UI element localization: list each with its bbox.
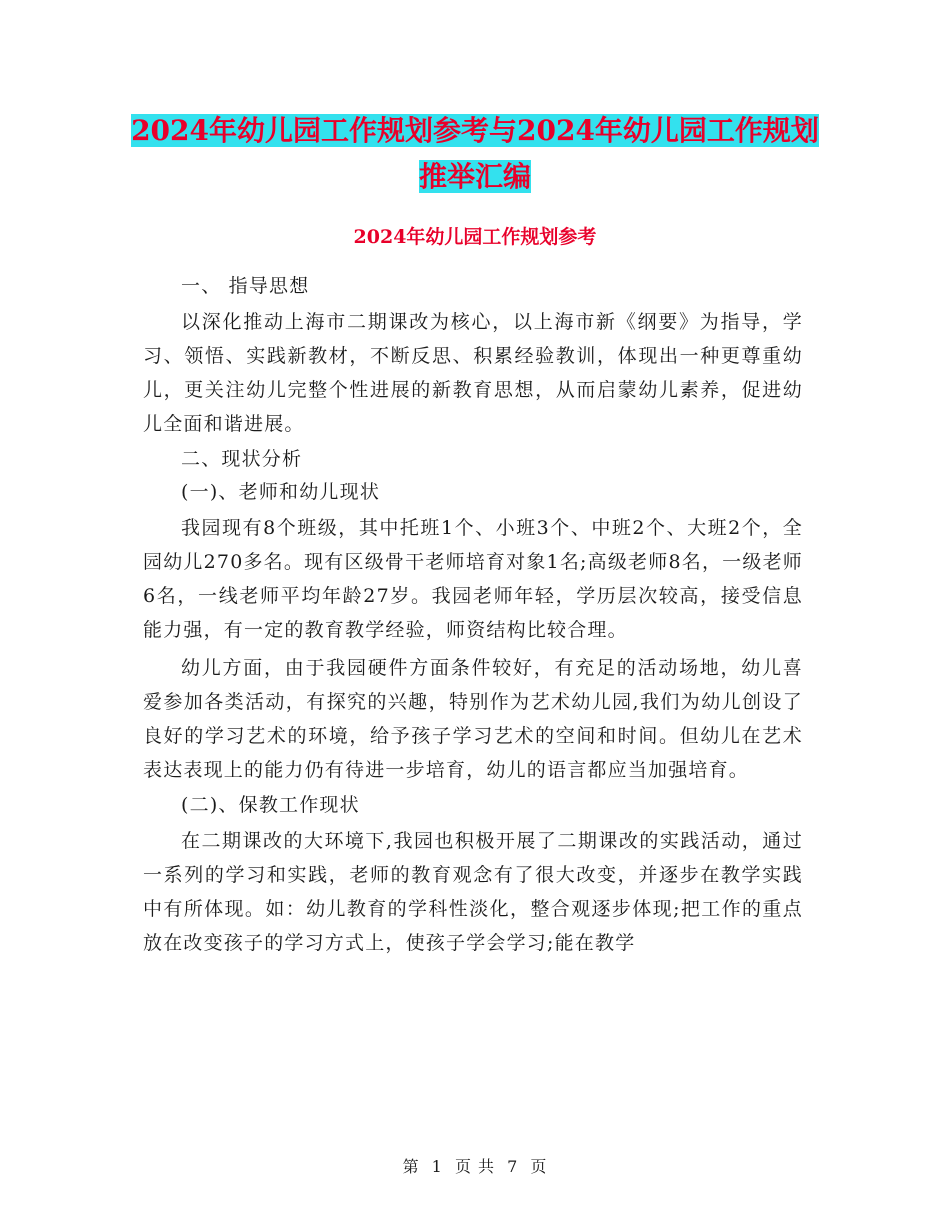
paragraph: 以深化推动上海市二期课改为核心，以上海市新《纲要》为指导，学习、领悟、实践新教材，不断反思、积累经验教训，体现出一种更尊重幼儿，更关注幼儿完整个性进展的新教育思想，从而启蒙幼儿素养，促进幼儿全面和谐进展。 (143, 311, 803, 435)
footer-middle: 页 共 (454, 1157, 496, 1176)
footer-prefix: 第 (402, 1157, 420, 1176)
document-title (120, 108, 830, 200)
document-title-line2: 推举汇编 (418, 160, 531, 193)
document-title-line1: 2024年幼儿园工作规划参考与2024年幼儿园工作规划 (131, 114, 819, 147)
subheading-care-education: (二)、保教工作现状 (181, 794, 360, 816)
subheading-teachers-children: (一)、老师和幼儿现状 (181, 481, 381, 503)
footer-suffix: 页 (530, 1157, 548, 1176)
footer-page-number: 1 (431, 1157, 443, 1176)
page-footer (0, 1154, 950, 1177)
footer-total-pages: 7 (507, 1157, 519, 1176)
heading-status-analysis: 二、现状分析 (181, 448, 303, 470)
paragraph: 在二期课改的大环境下,我园也积极开展了二期课改的实践活动，通过一系列的学习和实践，老师的教育观念有了很大改变，并逐步在教学实践中有所体现。如：幼儿教育的学科性淡化，整合观逐步体现;把工作的重点放在改变孩子的学习方式上，使孩子学会学习;能在教学 (143, 830, 803, 954)
paragraph: 幼儿方面，由于我园硬件方面条件较好，有充足的活动场地，幼儿喜爱参加各类活动，有探究的兴趣，特别作为艺术幼儿园,我们为幼儿创设了良好的学习艺术的环境，给予孩子学习艺术的空间和时间。但幼儿在艺术表达表现上的能力仍有待进一步培育，幼儿的语言都应当加强培育。 (143, 657, 803, 781)
document-body (143, 272, 803, 964)
paragraph: 我园现有8个班级，其中托班1个、小班3个、中班2个、大班2个，全园幼儿270多名。现有区级骨干老师培育对象1名;高级老师8名，一级老师6名，一线老师平均年龄27岁。我园老师年轻，学历层次较高，接受信息能力强，有一定的教育教学经验，师资结构比较合理。 (143, 517, 803, 641)
section-title: 2024年幼儿园工作规划参考 (353, 226, 597, 248)
heading-guiding-thought: 一、 指导思想 (181, 275, 310, 297)
